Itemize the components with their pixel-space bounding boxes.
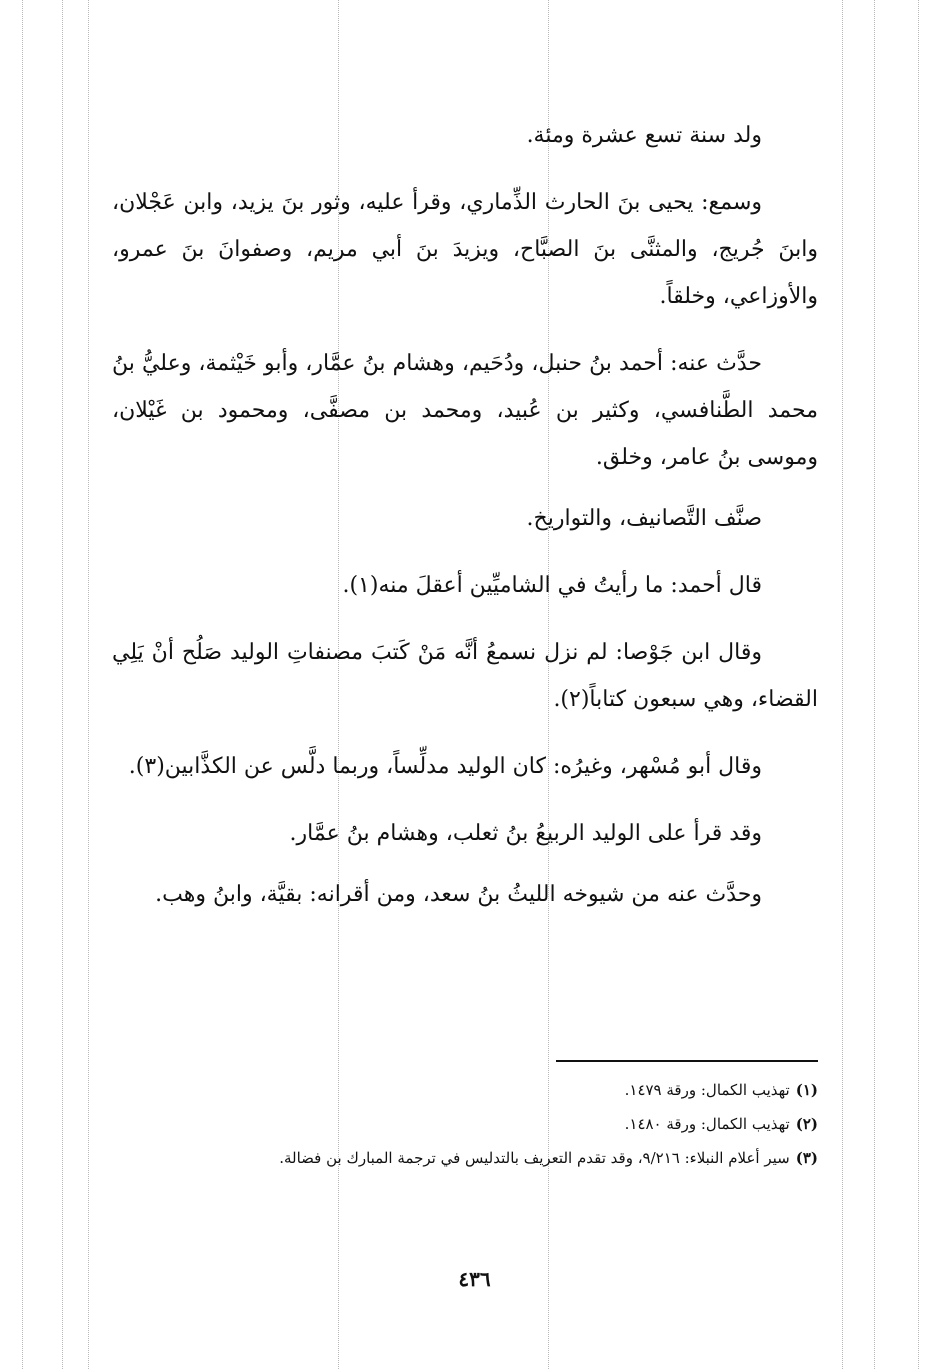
scan-guide-line [62, 0, 63, 1369]
footnote-number: (٣) [795, 1149, 818, 1167]
footnote-text: تهذيب الكمال: ورقة ١٤٨٠. [624, 1115, 790, 1133]
main-text [112, 112, 818, 918]
scan-guide-line [22, 0, 23, 1369]
scan-guide-line [874, 0, 875, 1369]
paragraph-readers: وقد قرأ على الوليد الربيعُ بنُ ثعلب، وهشام بنُ عمَّار. [289, 821, 762, 846]
paragraph-abu-mushir-quote: وقال أبو مُسْهر، وغيرُه: كان الوليد مدلِّساً، وربما دلَّس عن الكذَّابين(٣). [128, 754, 762, 779]
footnote-text: سير أعلام النبلاء: ٩/٢١٦، وقد تقدم التعريف بالتدليس في ترجمة المبارك بن فضالة. [279, 1149, 790, 1167]
footnote-2 [112, 1110, 818, 1138]
footnote-3 [112, 1144, 818, 1172]
footnote-number: (٢) [795, 1115, 818, 1133]
paragraph-narrators: وحدَّث عنه من شيوخه الليثُ بنُ سعد، ومن أقرانه: بقيَّة، وابنُ وهب. [155, 882, 762, 907]
scan-guide-line [88, 0, 89, 1369]
paragraph-students: حدَّث عنه: أحمد بنُ حنبل، ودُحَيم، وهشام بنُ عمَّار، وأبو خَيْثمة، وعليُّ بنُ محمد الطَّنافسي، وكثير بن عُبيد، ومحمد بن مصفَّى، ومحمود بن غَيْلان، وموسى بنُ عامر، وخلق. [112, 351, 818, 470]
footnotes [112, 1060, 818, 1178]
scan-guide-line [842, 0, 843, 1369]
page-number: ٤٣٦ [458, 1267, 491, 1291]
paragraph-ahmad-quote: قال أحمد: ما رأيتُ في الشاميِّين أعقلَ منه(١). [342, 573, 762, 598]
paragraph-teachers: وسمع: يحيى بنَ الحارث الذِّماري، وقرأ عليه، وثور بنَ يزيد، وابن عَجْلان، وابنَ جُريج، والمثنَّى بنَ الصبَّاح، ويزيدَ بنَ أبي مريم، وصفوانَ بنَ عمرو، والأوزاعي، وخلقاً. [112, 190, 818, 309]
footnote-1 [112, 1076, 818, 1104]
paragraph-works: صنَّف التَّصانيف، والتواريخ. [526, 506, 762, 531]
footnote-rule [556, 1060, 818, 1062]
footnote-number: (١) [795, 1081, 818, 1099]
footnote-text: تهذيب الكمال: ورقة ١٤٧٩. [624, 1081, 790, 1099]
scan-guide-line [918, 0, 919, 1369]
paragraph-ibn-jawsa-quote: وقال ابن جَوْصا: لم نزل نسمعُ أنَّه مَنْ كَتبَ مصنفاتِ الوليد صَلُح أنْ يَلِي القضاء، وهي سبعون كتاباً(٢). [112, 640, 818, 712]
paragraph-birth: ولد سنة تسع عشرة ومئة. [526, 123, 762, 148]
